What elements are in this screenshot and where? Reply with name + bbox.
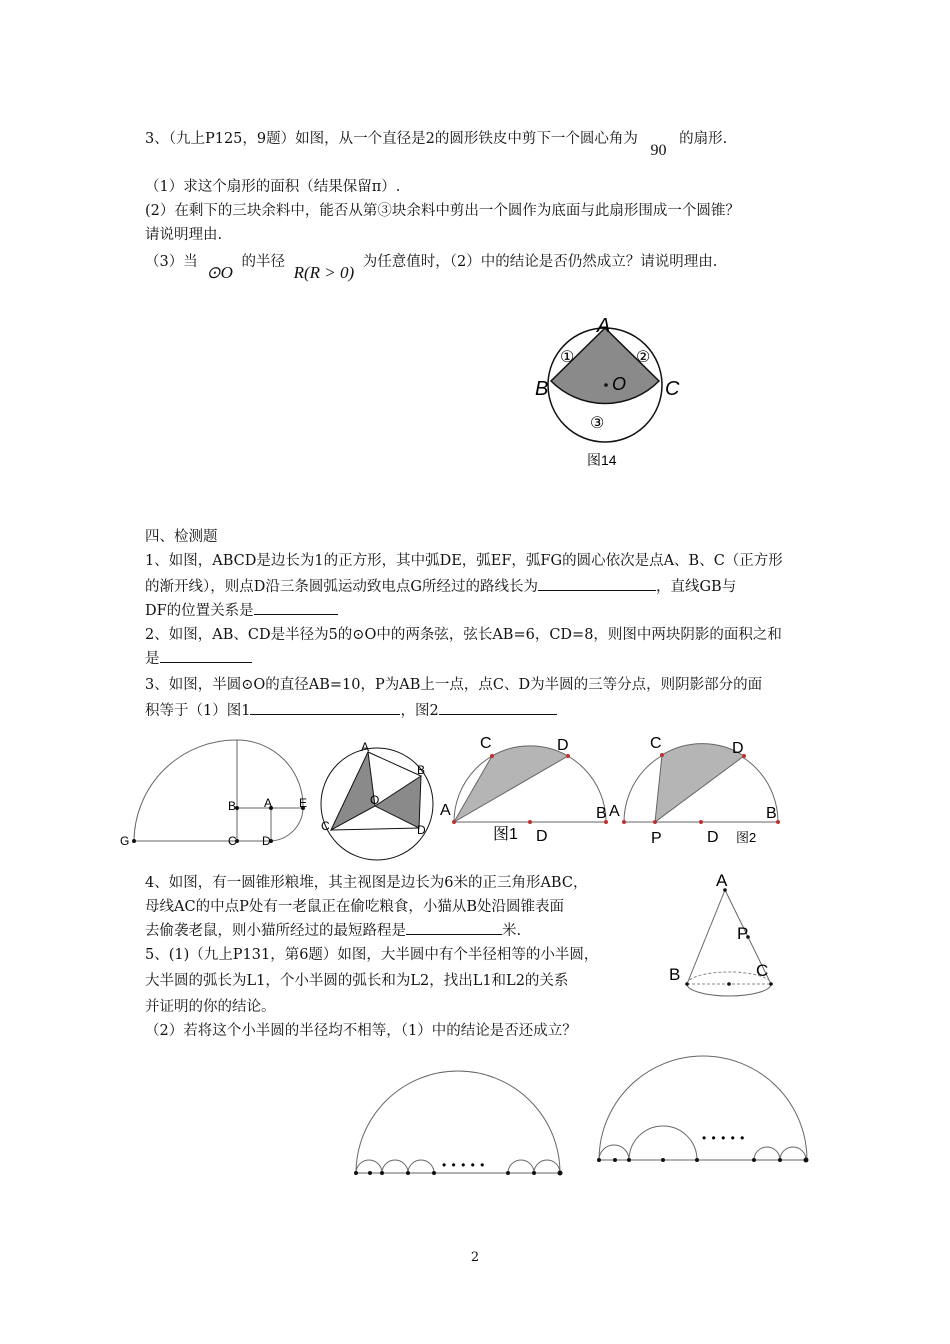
q3-part1: （1）求这个扇形的面积（结果保留π）. — [145, 179, 401, 195]
label-B: B — [669, 965, 681, 984]
section-heading: 四、检测题 — [145, 529, 218, 545]
label-B: B — [417, 763, 426, 777]
figure-cone — [665, 866, 785, 996]
label-D: D — [732, 740, 744, 757]
label-G: G — [120, 834, 130, 848]
label-A: A — [597, 315, 611, 337]
figure-unequal-semicircles — [594, 1050, 814, 1170]
angle-value: 90 — [650, 142, 667, 159]
label-C: C — [228, 834, 237, 848]
label-P: P — [737, 924, 749, 943]
answer-blank — [160, 648, 252, 663]
figure-involute — [118, 735, 318, 855]
figure-semicircle-1 — [435, 730, 615, 850]
s4-q2a: 2、如图，AB、CD是半径为5的⊙O中的两条弦，弦长AB=6，CD=8，则图中两块阴影的面积之和 — [145, 627, 782, 643]
region-3: ③ — [590, 415, 605, 432]
label-D-bottom: D — [536, 828, 548, 845]
ellipsis-dots: • • • • • — [442, 1158, 486, 1172]
figure-equal-semicircles — [350, 1064, 570, 1184]
label-O: O — [612, 374, 627, 394]
answer-blank — [439, 700, 557, 715]
q4-line2: 母线AC的中点P处有一老鼠正在偷吃粮食，小猫从B处沿圆锥表面 — [145, 899, 564, 915]
label-C: C — [665, 378, 680, 400]
s4-q1a: 1、如图，ABCD是边长为1的正方形，其中弧DE，弧EF，弧FG的圆心依次是点A、B、C（正方形 — [145, 553, 783, 569]
figure-14 — [520, 310, 690, 480]
label-O: O — [370, 793, 380, 807]
q3-line1: 3、（九上P125，9题）如图，从一个直径是2的圆形铁皮中剪下一个圆心角为 90 的扇形. — [145, 131, 728, 159]
q3-part3: （3）当 ⊙O 的半径 R(R > 0) 为任意值时，（2）中的结论是否仍然成立？请说明理由. — [145, 254, 718, 282]
q4-line3: 去偷袭老鼠，则小猫所经过的最短路程是 米. — [145, 920, 521, 942]
figure-caption: 图14 — [587, 452, 617, 468]
q5-line3: 并证明的你的结论。 — [145, 999, 276, 1015]
s4-q1b: 的渐开线），则点D沿三条圆弧运动致电点G所经过的路线长为 ，直线GB与 — [145, 576, 736, 598]
s4-q2b: 是 — [145, 648, 252, 670]
ellipsis-dots: • • • • • — [702, 1131, 746, 1145]
label-P: P — [651, 830, 662, 847]
s4-q3a: 3、如图，半圆⊙O的直径AB=10，P为AB上一点，点C、D为半圆的三等分点，则阴影部分的面 — [145, 677, 763, 693]
label-D: D — [417, 823, 426, 837]
s4-q1c: DF的位置关系是 — [145, 600, 338, 622]
label-A: A — [361, 740, 370, 754]
label-B: B — [535, 378, 549, 400]
label-A: A — [716, 871, 728, 890]
page-number: 2 — [470, 1250, 480, 1265]
q5-line1: 5、(1)（九上P131，第6题）如图，大半圆中有个半径相等的小半圆， — [145, 947, 599, 963]
label-C: C — [756, 961, 769, 980]
label-D: D — [262, 834, 271, 848]
q5-line2: 大半圆的弧长为L1，个小半圆的弧长和为L2，找出L1和L2的关系 — [145, 973, 569, 989]
label-D: D — [557, 737, 569, 754]
q5-line4: （2）若将这个小半圆的半径均不相等，（1）中的结论是否还成立？ — [145, 1023, 577, 1039]
label-B: B — [766, 805, 777, 822]
label-A: A — [440, 802, 451, 819]
label-E: E — [299, 796, 308, 810]
region-2: ② — [636, 349, 651, 366]
label-A: A — [609, 803, 620, 820]
figure-caption: 图1 — [493, 826, 518, 843]
answer-blank — [538, 576, 656, 591]
answer-blank — [254, 600, 338, 615]
region-1: ① — [560, 349, 575, 366]
label-B: B — [596, 805, 607, 822]
circle-o: ⊙O — [206, 263, 233, 282]
q3-part2b: 请说明理由. — [145, 227, 223, 243]
label-C: C — [480, 735, 492, 752]
answer-blank — [406, 920, 502, 935]
figure-caption: 图2 — [736, 830, 757, 845]
label-D-bottom: D — [707, 829, 719, 846]
figure-semicircle-2 — [608, 730, 788, 850]
s4-q3b: 积等于（1）图1 ，图2 — [145, 700, 557, 722]
answer-blank — [250, 700, 400, 715]
label-C: C — [650, 735, 662, 752]
label-C: C — [321, 819, 330, 833]
figure-chords — [318, 736, 443, 866]
label-A: A — [264, 796, 273, 810]
q3-part2a: (2）在剩下的三块余料中，能否从第③块余料中剪出一个圆作为底面与此扇形围成一个圆锥？ — [145, 203, 740, 219]
q4-line1: 4、如图，有一圆锥形粮堆，其主视图是边长为6米的正三角形ABC， — [145, 875, 588, 891]
label-B: B — [228, 799, 237, 813]
radius-expr: R(R > 0) — [293, 263, 355, 282]
